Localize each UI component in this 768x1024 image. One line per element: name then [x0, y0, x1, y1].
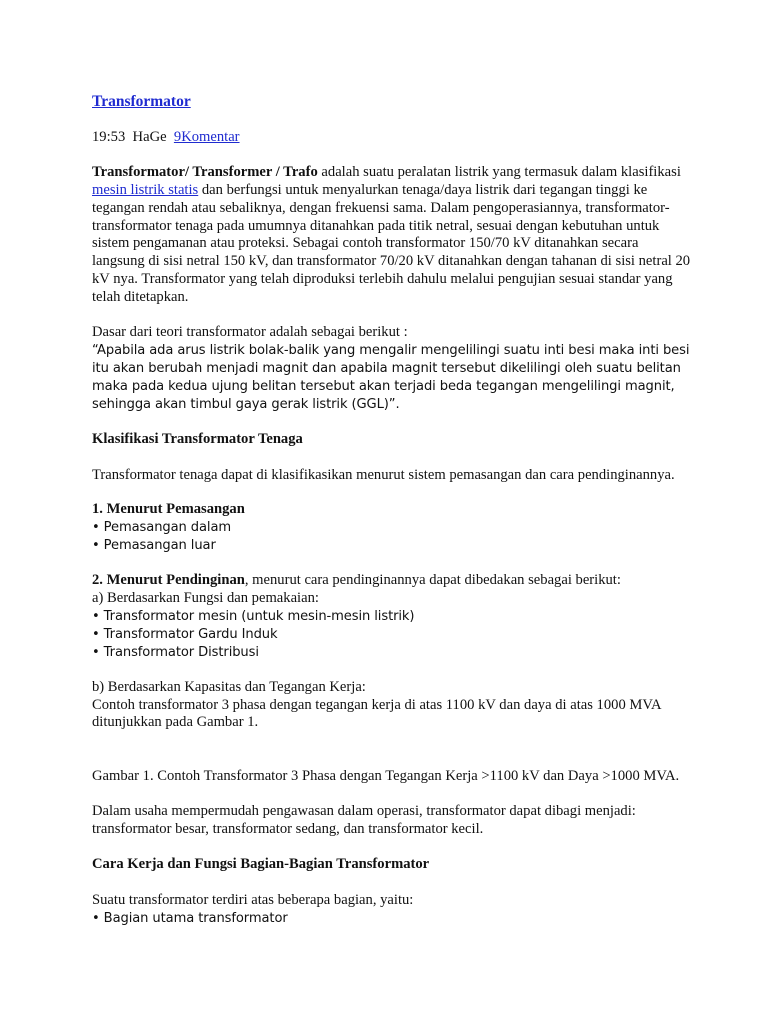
- cara-kerja-section: [92, 892, 692, 928]
- figure-placeholder: [92, 732, 692, 768]
- pengawasan-text: Dalam usaha mempermudah pengawasan dalam operasi, transformator dapat dibagi menjadi: transformator besar, transformator sedang, dan transformator kecil.: [92, 803, 636, 838]
- sub-a: a) Berdasarkan Fungsi dan pemakaian:: [92, 590, 319, 607]
- cara-kerja-text: Suatu transformator terdiri atas beberapa bagian, yaitu:: [92, 892, 414, 908]
- post-meta: [92, 129, 692, 147]
- theory-section: [92, 324, 692, 414]
- comments-link[interactable]: 9Komentar: [173, 128, 240, 145]
- article: [92, 93, 692, 928]
- list-item: • Transformator mesin (untuk mesin-mesin listrik): [92, 608, 415, 624]
- pendinginan-heading: 2. Menurut Pendinginan: [92, 572, 245, 589]
- klasifikasi-heading: Klasifikasi Transformator Tenaga: [92, 430, 303, 447]
- list-item: • Transformator Gardu Induk: [92, 626, 278, 642]
- list-item: • Pemasangan dalam: [92, 520, 232, 536]
- sub-b: b) Berdasarkan Kapasitas dan Tegangan Kerja:: [92, 678, 366, 695]
- post-time: 19:53: [92, 128, 126, 145]
- kapasitas-text: Contoh transformator 3 phasa dengan tegangan kerja di atas 1100 kV dan daya di atas 1000 MVA ditunjukkan pada Gambar 1.: [92, 696, 661, 731]
- figure-caption: Gambar 1. Contoh Transformator 3 Phasa dengan Tegangan Kerja >1100 kV dan Daya >1000 MVA.: [92, 768, 680, 785]
- kapasitas-section: [92, 679, 692, 733]
- list-item: • Pemasangan luar: [92, 538, 216, 554]
- list-item: • Bagian utama transformator: [92, 910, 288, 926]
- pendinginan-text: , menurut cara pendinginannya dapat dibedakan sebagai berikut:: [244, 572, 621, 589]
- article-title: [92, 93, 692, 111]
- pemasangan-section: [92, 501, 692, 555]
- title-link[interactable]: Transformator: [92, 93, 191, 110]
- post-author: HaGe: [132, 128, 167, 145]
- pendinginan-section: [92, 572, 692, 662]
- intro-bold-term: Transformator/ Transformer / Trafo: [92, 163, 318, 180]
- intro-paragraph: [92, 164, 692, 307]
- theory-lead: Dasar dari teori transformator adalah sebagai berikut :: [92, 324, 408, 341]
- klasifikasi-text: Transformator tenaga dapat di klasifikasikan menurut sistem pemasangan dan cara pendinginannya.: [92, 466, 675, 483]
- cara-kerja-heading: Cara Kerja dan Fungsi Bagian-Bagian Transformator: [92, 856, 430, 873]
- list-item: • Transformator Distribusi: [92, 644, 259, 660]
- mesin-listrik-statis-link[interactable]: mesin listrik statis: [92, 181, 199, 198]
- pemasangan-heading: 1. Menurut Pemasangan: [92, 501, 245, 518]
- intro-text-2: dan berfungsi untuk menyalurkan tenaga/daya listrik dari tegangan tinggi ke tegangan rendah atau sebaliknya, dengan frekuensi sama. Dalam pengoperasiannya, transformator-transformator tenaga pada umumnya ditanahkan pada titik netral, sesuai dengan kebutuhan untuk sistem pengamanan atau proteksi. Sebagai contoh transformator 150/70 kV ditanahkan secara langsung di sisi netral 150 kV, dan transformator 70/20 kV ditanahkan dengan tahanan di sisi netral 20 kV nya. Transformator yang telah diproduksi terlebih dahulu melalui pengujian sesuai standar yang telah ditetapkan.: [92, 181, 691, 306]
- theory-quote: “Apabila ada arus listrik bolak-balik yang mengalir mengelilingi suatu inti besi maka inti besi itu akan berubah menjadi magnit dan apabila magnit tersebut dikelilingi oleh suatu belitan maka pada kedua ujung belitan tersebut akan terjadi beda tegangan mengelilingi magnit, sehingga akan timbul gaya gerak listrik (GGL)”.: [92, 342, 690, 412]
- intro-text-1: adalah suatu peralatan listrik yang termasuk dalam klasifikasi: [317, 163, 681, 180]
